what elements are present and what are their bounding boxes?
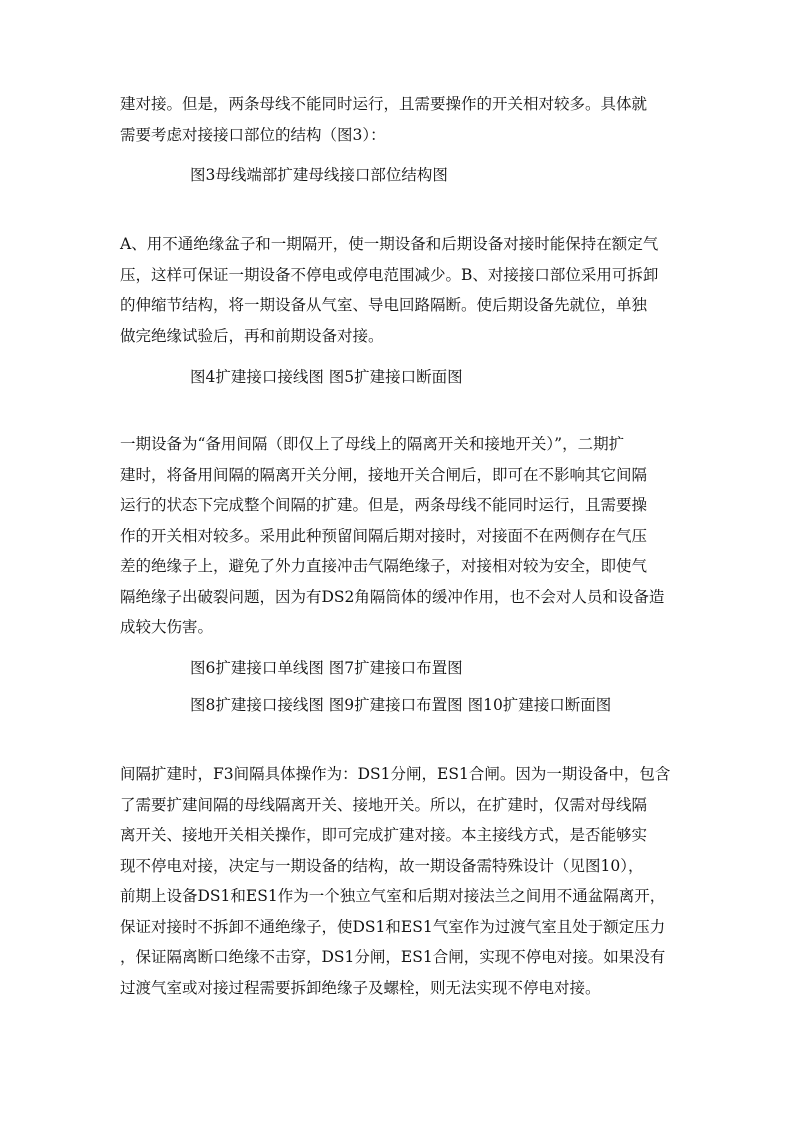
- text-line: 过渡气室或对接过程需要拆卸绝缘子及螺栓，则无法实现不停电对接。: [120, 978, 601, 997]
- text-line: 间隔扩建时，F3间隔具体操作为：DS1分闸，ES1合闸。因为一期设备中，包含: [120, 765, 671, 783]
- text-line: 压，这样可保证一期设备不停电或停电范围减少。B、对接接口部位采用可拆卸: [120, 265, 659, 284]
- text-line: 离开关、接地开关相关操作，即可完成扩建对接。本主接线方式，是否能够实: [120, 826, 648, 844]
- text-line: 建时，将备用间隔的隔离开关分闸，接地开关合闸后，即可在不影响其它间隔: [120, 465, 648, 484]
- text-line: 需要考虑对接接口部位的结构（图3）：: [120, 125, 386, 144]
- paragraph-4: [120, 759, 680, 1003]
- text-line: 了需要扩建间隔的母线隔离开关、接地开关。所以，在扩建时，仅需对母线隔: [120, 795, 648, 814]
- text-line: 的伸缩节结构，将一期设备从气室、导电回路隔断。使后期设备先就位，单独: [120, 296, 648, 314]
- figure-caption-3: 图3母线端部扩建母线接口部位结构图: [190, 166, 448, 184]
- text-line: 一期设备为“备用间隔（即仅上了母线上的隔离开关和接地开关）”，二期扩: [120, 435, 625, 453]
- text-line: 成较大伤害。: [120, 618, 214, 636]
- figure-caption-6-7: 图6扩建接口单线图 图7扩建接口布置图: [190, 659, 463, 677]
- paragraph-1: [120, 89, 680, 150]
- text-line: ，保证隔离断口绝缘不击穿，DS1分闸，ES1合闸，实现不停电对接。如果没有: [120, 948, 666, 966]
- figure-caption-8-9-10: 图8扩建接口接线图 图9扩建接口布置图 图10扩建接口断面图: [190, 696, 612, 714]
- text-line: 运行的状态下完成整个间隔的扩建。但是，两条母线不能同时运行，且需要操: [120, 496, 648, 514]
- text-line: 现不停电对接，决定与一期设备的结构，故一期设备需特殊设计（见图10），: [120, 856, 644, 875]
- text-line: 保证对接时不拆卸不通绝缘子，使DS1和ES1气室作为过渡气室且处于额定压力: [120, 917, 666, 936]
- text-line: 隔绝缘子出破裂问题，因为有DS2角隔筒体的缓冲作用，也不会对人员和设备造: [120, 587, 665, 606]
- text-line: A、用不通绝缘盆子和一期隔开，使一期设备和后期设备对接时能保持在额定气: [120, 235, 659, 253]
- text-line: 建对接。但是，两条母线不能同时运行，且需要操作的开关相对较多。具体就: [120, 95, 648, 113]
- paragraph-2: [120, 229, 680, 351]
- text-line: 做完绝缘试验后，再和前期设备对接。: [120, 326, 384, 345]
- text-line: 差的绝缘子上，避免了外力直接冲击气隔绝缘子，对接相对较为安全，即使气: [120, 557, 648, 575]
- paragraph-3: [120, 429, 680, 643]
- text-line: 前期上设备DS1和ES1作为一个独立气室和后期对接法兰之间用不通盆隔离开，: [120, 887, 666, 905]
- text-line: 作的开关相对较多。采用此种预留间隔后期对接时，对接面不在两侧存在气压: [120, 526, 648, 545]
- figure-caption-4-5: 图4扩建接口接线图 图5扩建接口断面图: [190, 368, 463, 386]
